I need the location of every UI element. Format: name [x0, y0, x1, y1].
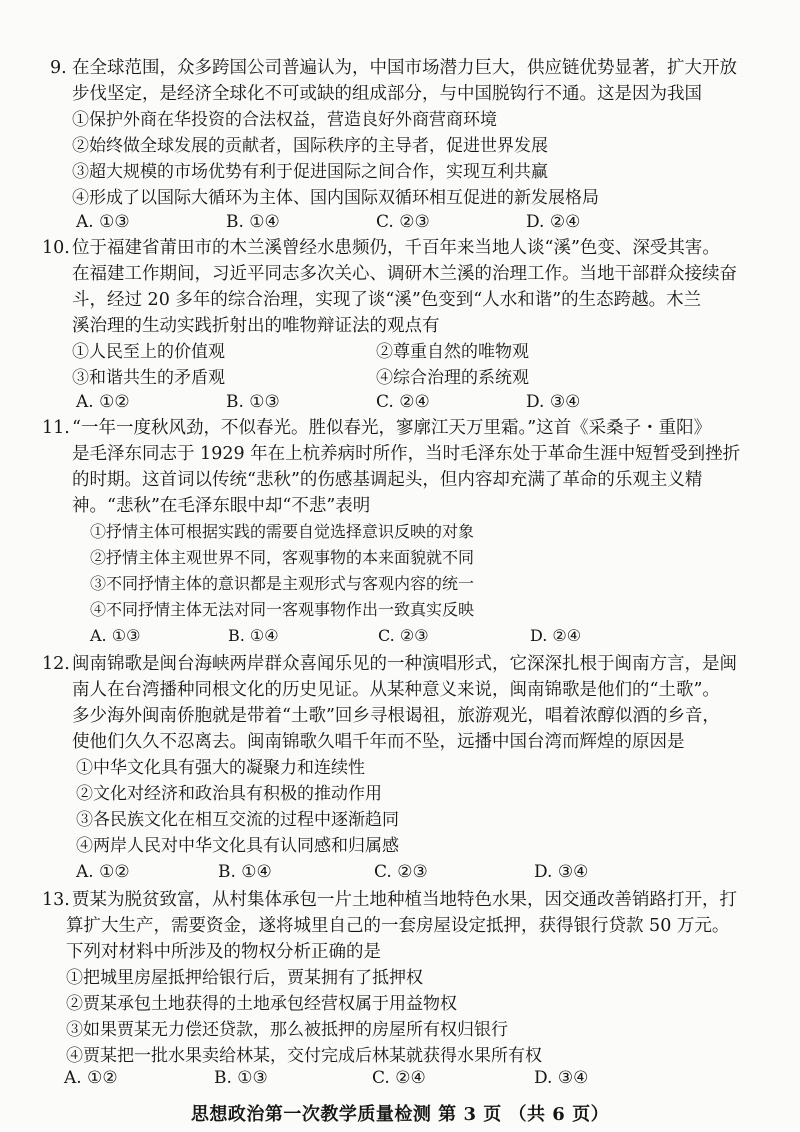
- option-statement: ③如果贾某无力偿还贷款，那么被抵押的房屋所有权归银行: [66, 1020, 508, 1040]
- question-stem-line: 溪治理的生动实践折射出的唯物辩证法的观点有: [72, 316, 440, 336]
- option-statement: ④形成了以国际大循环为主体、国内国际双循环相互促进的新发展格局: [72, 188, 599, 208]
- question-number: 11.: [42, 418, 70, 438]
- answer-choice-a: A. ①③: [76, 212, 130, 232]
- question-stem-line: 步伐坚定，是经济全球化不可或缺的组成部分，与中国脱钩行不通。这是因为我国: [72, 84, 702, 104]
- option-statement: ①保护外商在华投资的合法权益，营造良好外商营商环境: [72, 110, 497, 130]
- question-stem-line: 神。“悲秋”在毛泽东眼中却“不悲”表明: [72, 496, 371, 516]
- answer-choice-d: D. ③④: [526, 392, 581, 412]
- question-stem-line: 在全球范围，众多跨国公司普遍认为，中国市场潜力巨大，供应链优势显著，扩大开放: [72, 58, 737, 78]
- option-statement: ②贾某承包土地获得的土地承包经营权属于用益物权: [66, 994, 457, 1014]
- answer-choice-b: B. ①④: [218, 862, 272, 882]
- answer-choice-a: A. ①③: [90, 626, 141, 645]
- option-statement: ②尊重自然的唯物观: [376, 342, 529, 362]
- answer-choice-c: C. ②④: [372, 1068, 426, 1088]
- option-statement: ④贾某把一批水果卖给林某，交付完成后林某就获得水果所有权: [66, 1046, 542, 1066]
- option-statement: ②抒情主体主观世界不同，客观事物的本来面貌就不同: [90, 548, 475, 567]
- answer-choice-b: B. ①③: [214, 1068, 268, 1088]
- question-stem-line: 下列对材料中所涉及的物权分析正确的是: [66, 942, 381, 962]
- option-statement: ④两岸人民对中华文化具有认同感和归属感: [76, 836, 399, 856]
- option-statement: ③超大规模的市场优势有利于促进国际之间合作，实现互利共赢: [72, 162, 548, 182]
- option-statement: ③不同抒情主体的意识都是主观形式与客观内容的统一: [90, 574, 475, 593]
- answer-choice-c: C. ②④: [376, 392, 430, 412]
- page-footer: 思想政治第一次教学质量检测 第 3 页 （共 6 页）: [190, 1104, 610, 1125]
- question-stem-line: 是毛泽东同志于 1929 年在上杭养病时所作，当时毛泽东处于革命生涯中短暂受到挫折: [72, 444, 741, 464]
- option-statement: ③和谐共生的矛盾观: [72, 368, 225, 388]
- option-statement: ②文化对经济和政治具有积极的推动作用: [76, 784, 382, 804]
- answer-choice-d: D. ②④: [526, 212, 581, 232]
- answer-choice-d: D. ③④: [534, 1068, 589, 1088]
- option-statement: ①把城里房屋抵押给银行后，贾某拥有了抵押权: [66, 968, 423, 988]
- question-stem-line: 使他们久久不忍离去。闽南锦歌久唱千年而不坠，远播中国台湾而辉煌的原因是: [72, 732, 685, 752]
- question-stem-line: 斗，经过 20 多年的综合治理，实现了谈“溪”色变到“人水和谐”的生态跨越。木兰: [72, 290, 702, 310]
- answer-choice-b: B. ①③: [226, 392, 280, 412]
- answer-choice-c: C. ②③: [376, 212, 430, 232]
- answer-choice-d: D. ③④: [534, 862, 589, 882]
- answer-choice-d: D. ②④: [530, 626, 582, 645]
- option-statement: ④综合治理的系统观: [376, 368, 529, 388]
- question-stem-line: 多少海外闽南侨胞就是带着“土歌”回乡寻根谒祖，旅游观光，唱着浓醇似酒的乡音，: [72, 706, 720, 726]
- answer-choice-c: C. ②③: [378, 626, 429, 645]
- question-number: 12.: [42, 654, 70, 674]
- option-statement: ③各民族文化在相互交流的过程中逐渐趋同: [76, 810, 399, 830]
- question-stem-line: “一年一度秋风劲，不似春光。胜似春光，寥廓江天万里霜。”这首《采桑子・重阳》: [72, 418, 712, 438]
- question-number: 9.: [50, 58, 67, 78]
- option-statement: ①抒情主体可根据实践的需要自觉选择意识反映的对象: [90, 522, 475, 541]
- answer-choice-b: B. ①④: [226, 212, 280, 232]
- option-statement: ②始终做全球发展的贡献者，国际秩序的主导者，促进世界发展: [72, 136, 548, 156]
- question-stem-line: 算扩大生产，需要资金，遂将城里自己的一套房屋设定抵押，获得银行贷款 50 万元。: [66, 916, 730, 936]
- question-stem-line: 在福建工作期间，习近平同志多次关心、调研木兰溪的治理工作。当地干部群众接续奋: [72, 264, 737, 284]
- answer-choice-b: B. ①④: [228, 626, 279, 645]
- option-statement: ①人民至上的价值观: [72, 342, 225, 362]
- question-stem-line: 闽南锦歌是闽台海峡两岸群众喜闻乐见的一种演唱形式，它深深扎根于闽南方言，是闽: [72, 654, 737, 674]
- question-stem-line: 贾某为脱贫致富，从村集体承包一片土地种植当地特色水果，因交通改善销路打开，打: [72, 890, 737, 910]
- answer-choice-a: A. ①②: [76, 392, 130, 412]
- answer-choice-a: A. ①②: [76, 862, 130, 882]
- question-number: 10.: [42, 238, 70, 258]
- question-stem-line: 的时期。这首词以传统“悲秋”的伤感基调起头，但内容却充满了革命的乐观主义精: [72, 470, 703, 490]
- option-statement: ④不同抒情主体无法对同一客观事物作出一致真实反映: [90, 600, 475, 619]
- question-number: 13.: [42, 890, 70, 910]
- answer-choice-a: A. ①②: [64, 1068, 118, 1088]
- question-stem-line: 位于福建省莆田市的木兰溪曾经水患频仍，千百年来当地人谈“溪”色变、深受其害。: [72, 238, 720, 258]
- answer-choice-c: C. ②③: [374, 862, 428, 882]
- question-stem-line: 南人在台湾播种同根文化的历史见证。从某种意义来说，闽南锦歌是他们的“土歌”。: [72, 680, 720, 700]
- option-statement: ①中华文化具有强大的凝聚力和连续性: [76, 758, 365, 778]
